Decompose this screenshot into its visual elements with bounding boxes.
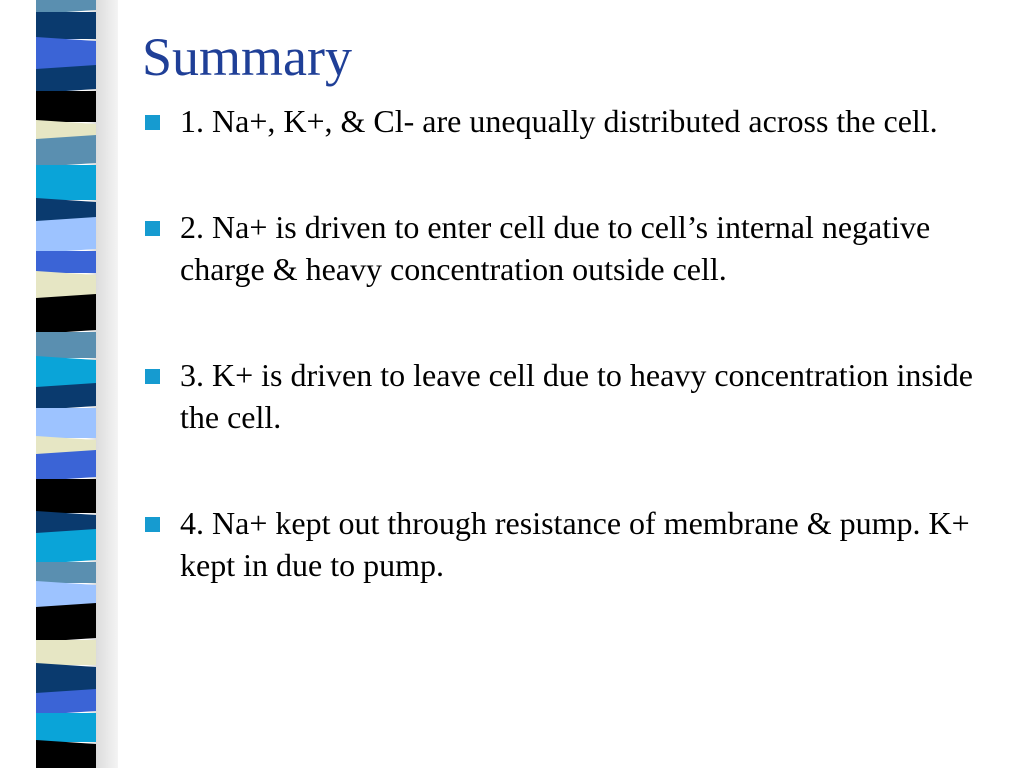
- square-bullet-icon: [145, 221, 160, 236]
- bullet-list: [142, 100, 1002, 650]
- decorative-ribbon: [30, 0, 102, 768]
- ribbon-band: [36, 251, 96, 273]
- ribbon-band: [36, 562, 96, 583]
- bullet-text: 4. Na+ kept out through resistance of membrane & pump. K+ kept in due to pump.: [180, 505, 970, 583]
- ribbon-band: [36, 332, 96, 358]
- bullet-text: 3. K+ is driven to leave cell due to heavy concentration inside the cell.: [180, 357, 973, 435]
- ribbon-band: [36, 713, 96, 742]
- ribbon-band: [36, 165, 96, 200]
- bullet-item-4: [142, 502, 1002, 586]
- square-bullet-icon: [145, 115, 160, 130]
- bullet-text: 2. Na+ is driven to enter cell due to cell’s internal negative charge & heavy concentration outside cell.: [180, 209, 931, 287]
- ribbon-band: [36, 91, 96, 122]
- bullet-text: 1. Na+, K+, & Cl- are unequally distributed across the cell.: [180, 103, 938, 139]
- ribbon-band: [36, 450, 96, 481]
- ribbon-band: [36, 603, 96, 642]
- square-bullet-icon: [145, 517, 160, 532]
- bullet-item-2: [142, 206, 1002, 290]
- ribbon-band: [36, 640, 96, 665]
- ribbon-band: [36, 0, 96, 14]
- ribbon-band: [36, 65, 96, 93]
- ribbon-band: [36, 408, 96, 438]
- bullet-item-3: [142, 354, 1002, 438]
- ribbon-band: [36, 383, 96, 410]
- square-bullet-icon: [145, 369, 160, 384]
- ribbon-band: [36, 12, 96, 39]
- ribbon-band: [36, 135, 96, 167]
- ribbon-band: [36, 217, 96, 253]
- ribbon-band: [36, 740, 96, 768]
- ribbon-band: [36, 529, 96, 564]
- ribbon-band: [36, 689, 96, 715]
- ribbon-band: [36, 479, 96, 513]
- slide-title: Summary: [142, 27, 352, 87]
- ribbon-band: [36, 294, 96, 334]
- bullet-item-1: [142, 100, 1002, 142]
